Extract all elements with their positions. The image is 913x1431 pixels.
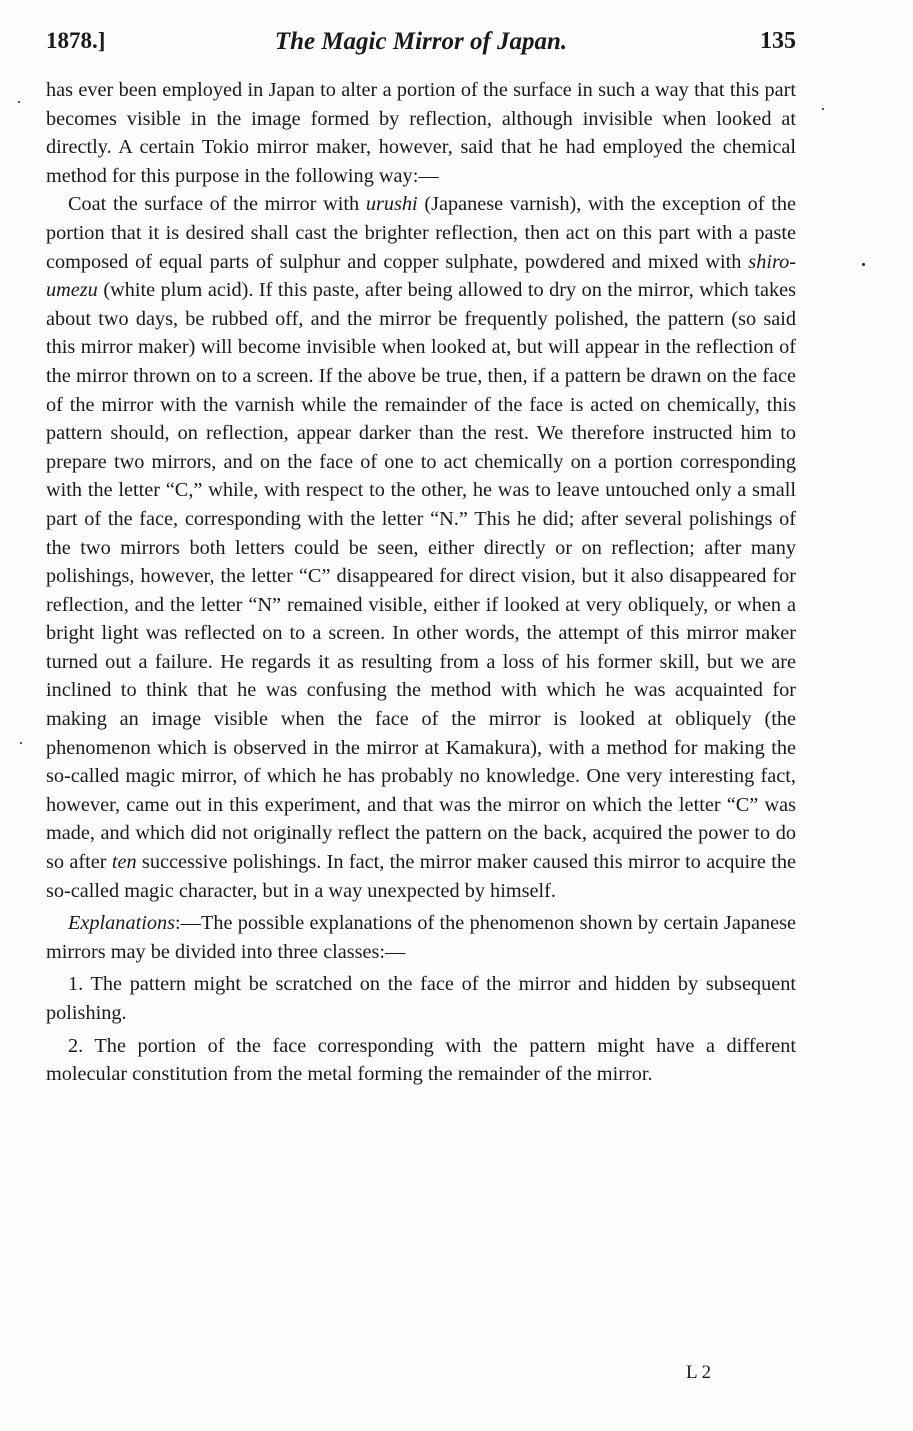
term-ten: ten (111, 851, 137, 874)
scan-speck (822, 108, 824, 110)
heading-explanations: Explanations (68, 912, 176, 935)
paragraph-explanations (46, 909, 796, 966)
paragraph-chemical-method (46, 190, 796, 905)
running-header (46, 28, 796, 64)
scan-speck (862, 263, 865, 266)
header-year: 1878.] (46, 28, 106, 53)
header-title: The Magic Mirror of Japan. (274, 28, 568, 55)
page-number: 135 (760, 28, 796, 54)
p2-text-mid: (Japanese varnish), with the exception of the portion that it is desired shall cast the brighter reflection, then act on this part with a paste composed of equal parts of sulphur and copper sulphate, powdered and mixed with (46, 193, 796, 273)
list-item-2: 2. The portion of the face corresponding with the pattern might have a different molecular constitution from the metal forming the remainder of the mirror. (46, 1034, 796, 1086)
term-urushi: urushi (365, 193, 418, 216)
p2-text-end: successive polishings. In fact, the mirror maker caused this mirror to acquire the so-called magic character, but in a way unexpected by himself. (46, 851, 796, 902)
signature-mark: L 2 (686, 1362, 712, 1383)
list-item-1: 1. The pattern might be scratched on the face of the mirror and hidden by subsequent polishing. (46, 973, 796, 1024)
scan-speck (18, 101, 20, 103)
p2-text-post: (white plum acid). If this paste, after being allowed to dry on the mirror, which takes about two days, be rubbed off, and the mirror be frequently polished, the pattern (so said this mirror maker) will become invisible when looked at, but will appear in the reflection of the mirror thrown on to a screen. If the above be true, then, if a pattern be drawn on the face of the mirror with the varnish while the remainder of the face is acted on chemically, this pattern should, on reflection, appear darker than the rest. We therefore instructed him to prepare two mirrors, and on the face of one to act chemically on a portion corresponding with the letter “C,” while, with respect to the other, he was to leave untouched only a small part of the face, corresponding with the letter “N.” This he did; after several polishings of the two mirrors both letters could be seen, either directly or on reflection; after many polishings, however, the letter “C” disappeared for direct vision, but it also disappeared for reflection, and the letter “N” remained visible, either if looked at very obliquely, or when a bright light was reflected on to a screen. In other words, the attempt of this mirror maker turned out a failure. He regards it as resulting from a loss of his former skill, but we are inclined to think that he was confusing the method with which he was acquainted for making an image visible when the face of the mirror is looked at obliquely (the phenomenon which is observed in the mirror at Kamakura), with a method for making the so-called magic mirror, of which he has probably no knowledge. One very interesting fact, however, came out in this experiment, and that was the mirror on which the letter “C” was made, and which did not originally reflect the pattern on the back, acquired the power to do so after (46, 279, 796, 874)
p2-text-pre: Coat the surface of the mirror with (68, 193, 366, 216)
body-text (46, 76, 796, 1089)
paragraph-continuation: has ever been employed in Japan to alter a portion of the surface in such a way that this part becomes visible in the image formed by reflection, although invisible when looked at directly. A certain Tokio mirror maker, however, said that he had employed the chemical method for this purpose in the following way:— (46, 79, 796, 187)
p3-text: :—The possible explanations of the phenomenon shown by certain Japanese mirrors may be divided into three classes:— (46, 912, 796, 963)
scan-speck (20, 742, 22, 744)
term-shiro-umezu: shiro-umezu (46, 250, 796, 302)
